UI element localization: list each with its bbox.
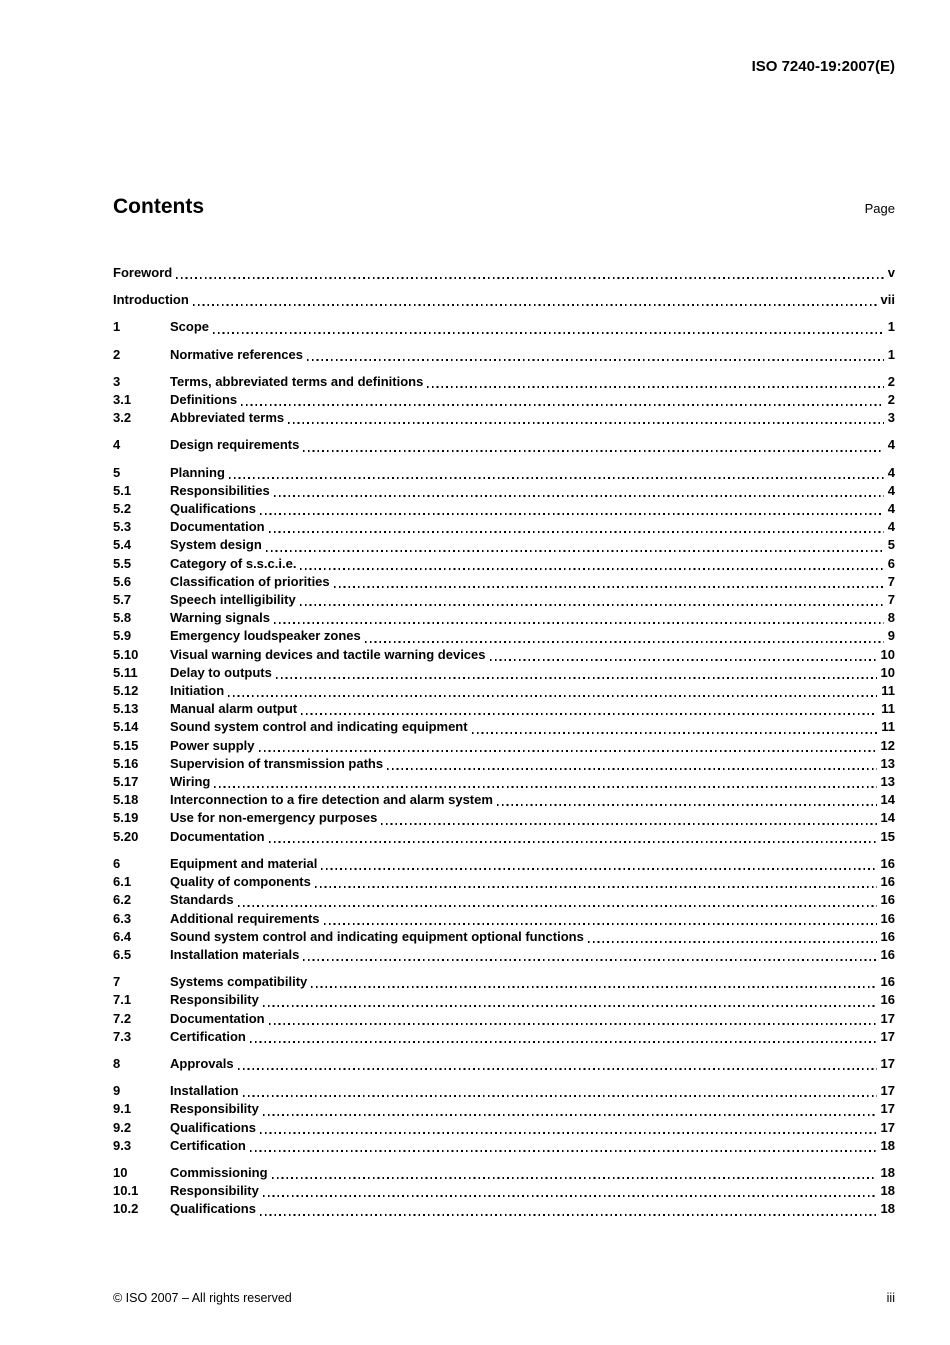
toc-entry-title: Qualifications (170, 1201, 256, 1217)
toc-entry-number: 6.1 (113, 874, 132, 890)
dot-leader (260, 513, 884, 515)
toc-entry (113, 555, 895, 573)
dot-leader (250, 1150, 877, 1152)
toc-group (113, 264, 895, 282)
toc-entry-number: 3.1 (113, 392, 132, 408)
toc-entry-page: 18 (880, 1164, 895, 1180)
toc-group (113, 373, 895, 428)
toc-entry-number: 6.4 (113, 928, 132, 944)
toc-entry (113, 436, 895, 454)
toc-entry-number: 9.1 (113, 1101, 132, 1117)
toc-entry-title: Sound system control and indicating equipment optional functions (170, 928, 584, 944)
toc-entry-title: Installation (170, 1083, 239, 1099)
toc-entry-number: 5.14 (113, 719, 139, 735)
toc-group (113, 1055, 895, 1073)
dot-leader (269, 1023, 877, 1025)
toc-entry (113, 318, 895, 336)
toc-entry-number: 5.6 (113, 573, 132, 589)
toc-entry-number: 5.15 (113, 737, 139, 753)
toc-entry-page: 4 (887, 501, 895, 517)
toc-entry-title: Terms, abbreviated terms and definitions (170, 373, 424, 389)
dot-leader (250, 1041, 877, 1043)
toc-entry (113, 482, 895, 500)
dot-leader (238, 905, 877, 907)
dot-leader (213, 332, 884, 334)
toc-entry-title: Planning (170, 464, 225, 480)
toc-entry-page: 4 (887, 482, 895, 498)
toc-entry-title: Warning signals (170, 610, 270, 626)
dot-leader (497, 804, 877, 806)
dot-leader (243, 1095, 877, 1097)
toc-entry-page: 16 (880, 855, 895, 871)
toc-entry-number: 5.3 (113, 519, 132, 535)
toc-entry (113, 791, 895, 809)
toc-entry (113, 591, 895, 609)
toc-entry-title: Scope (170, 319, 210, 335)
toc-entry-number: 5.18 (113, 792, 139, 808)
toc-entry-number: 5.19 (113, 810, 139, 826)
toc-entry-number: 6 (113, 855, 121, 871)
toc-entry (113, 1182, 895, 1200)
dot-leader (387, 768, 876, 770)
toc-entry (113, 946, 895, 964)
dot-leader (381, 823, 876, 825)
toc-group (113, 318, 895, 336)
dot-leader (300, 568, 883, 570)
toc-entry (113, 391, 895, 409)
dot-leader (229, 477, 884, 479)
toc-entry-title: Equipment and material (170, 855, 318, 871)
toc-entry (113, 991, 895, 1009)
toc-entry (113, 373, 895, 391)
dot-leader (263, 1005, 877, 1007)
toc-entry-number: 3.2 (113, 410, 132, 426)
toc-group (113, 346, 895, 364)
toc-entry-title: Wiring (170, 774, 211, 790)
dot-leader (266, 550, 884, 552)
toc-entry-page: 9 (887, 628, 895, 644)
toc-entry-number: 1 (113, 319, 121, 335)
dot-leader (303, 959, 876, 961)
toc-entry (113, 773, 895, 791)
toc-entry-number: 10 (113, 1164, 128, 1180)
toc-entry-page: 16 (880, 910, 895, 926)
dot-leader (238, 1068, 877, 1070)
dot-leader (303, 450, 883, 452)
toc-entry-page: 11 (881, 719, 895, 735)
toc-entry (113, 1100, 895, 1118)
toc-entry-title: Additional requirements (170, 910, 320, 926)
dot-leader (214, 786, 876, 788)
toc-entry (113, 464, 895, 482)
toc-entry-number: 5.10 (113, 646, 139, 662)
toc-entry-page: 7 (887, 592, 895, 608)
toc-entry-number: 5.2 (113, 501, 132, 517)
toc-entry (113, 891, 895, 909)
toc-entry (113, 609, 895, 627)
toc-entry-title: Classification of priorities (170, 573, 330, 589)
toc-entry (113, 264, 895, 282)
toc-entry-page: v (887, 265, 895, 280)
toc-entry-title: Quality of components (170, 874, 311, 890)
toc-entry-number: 5.1 (113, 482, 132, 498)
dot-leader (241, 404, 884, 406)
dot-leader (324, 923, 877, 925)
toc-entry-title: Definitions (170, 392, 238, 408)
toc-entry-title: Certification (170, 1137, 246, 1153)
toc-entry-page: 6 (887, 555, 895, 571)
toc-group (113, 464, 895, 846)
toc-entry-title: Documentation (170, 519, 265, 535)
dot-leader (176, 277, 884, 279)
contents-title: Contents (113, 195, 204, 218)
toc-entry-number: 4 (113, 437, 121, 453)
toc-entry (113, 737, 895, 755)
dot-leader (490, 659, 877, 661)
toc-entry-page: 3 (887, 410, 895, 426)
toc-entry-title: Documentation (170, 1010, 265, 1026)
toc-entry-page: 8 (887, 610, 895, 626)
toc-entry (113, 346, 895, 364)
toc-entry-page: 16 (880, 992, 895, 1008)
toc-entry-page: 16 (880, 892, 895, 908)
toc-entry-title: Documentation (170, 828, 265, 844)
toc-entry-number: 8 (113, 1055, 121, 1071)
toc-entry-title: Responsibility (170, 1183, 259, 1199)
toc-entry-page: 14 (880, 792, 895, 808)
toc-entry (113, 755, 895, 773)
toc-entry (113, 682, 895, 700)
dot-leader (274, 495, 884, 497)
toc-entry-title: Visual warning devices and tactile warning devices (170, 646, 486, 662)
toc-entry-number: 5.7 (113, 592, 132, 608)
toc-entry-number: 5.4 (113, 537, 132, 553)
dot-leader (276, 677, 877, 679)
dot-leader (263, 1114, 877, 1116)
dot-leader (272, 1177, 877, 1179)
dot-leader (365, 641, 884, 643)
toc-entry-page: 16 (880, 874, 895, 890)
toc-entry (113, 627, 895, 645)
toc-entry-page: 13 (880, 755, 895, 771)
toc-entry (113, 518, 895, 536)
toc-entry-page: 11 (881, 683, 895, 699)
dot-leader (259, 750, 877, 752)
dot-leader (307, 359, 884, 361)
toc-entry-page: 17 (880, 1119, 895, 1135)
toc-entry (113, 910, 895, 928)
toc-entry-title: Foreword (113, 265, 173, 280)
toc-entry-page: 4 (887, 464, 895, 480)
toc-entry-page: 16 (880, 928, 895, 944)
toc-entry-number: 5.5 (113, 555, 132, 571)
toc-entry-title: Abbreviated terms (170, 410, 285, 426)
toc-entry (113, 409, 895, 427)
toc-entry-page: 18 (880, 1183, 895, 1199)
toc-entry-number: 5.8 (113, 610, 132, 626)
toc-entry-number: 2 (113, 346, 121, 362)
toc-entry (113, 500, 895, 518)
dot-leader (472, 732, 878, 734)
toc-entry-page: 2 (887, 373, 895, 389)
toc-entry (113, 1010, 895, 1028)
dot-leader (274, 622, 884, 624)
toc-entry-title: Responsibilities (170, 482, 270, 498)
toc-entry (113, 973, 895, 991)
toc-entry-number: 7.1 (113, 992, 132, 1008)
toc-entry (113, 646, 895, 664)
toc-entry-number: 10.1 (113, 1183, 139, 1199)
toc-entry-title: Sound system control and indicating equipment (170, 719, 468, 735)
dot-leader (193, 304, 877, 306)
dot-leader (301, 713, 877, 715)
toc-entry-number: 7.2 (113, 1010, 132, 1026)
toc-entry (113, 1164, 895, 1182)
toc-entry-title: Manual alarm output (170, 701, 298, 717)
toc-entry-title: Qualifications (170, 501, 256, 517)
toc-entry-page: 5 (887, 537, 895, 553)
toc-entry (113, 573, 895, 591)
toc-entry-number: 9.2 (113, 1119, 132, 1135)
toc-entry-title: Design requirements (170, 437, 300, 453)
toc-entry-page: 15 (880, 828, 895, 844)
toc-entry-title: Certification (170, 1028, 246, 1044)
dot-leader (321, 868, 876, 870)
toc-entry-page: 11 (881, 701, 895, 717)
toc-entry-title: Normative references (170, 346, 303, 362)
toc-entry-number: 7 (113, 974, 121, 990)
toc-entry-number: 7.3 (113, 1028, 132, 1044)
toc-entry-title: Initiation (170, 683, 225, 699)
toc-entry (113, 809, 895, 827)
toc-entry-title: Power supply (170, 737, 255, 753)
dot-leader (588, 941, 877, 943)
toc-entry-title: Interconnection to a fire detection and alarm system (170, 792, 493, 808)
toc-entry (113, 700, 895, 718)
toc-entry (113, 1119, 895, 1137)
toc-entry-page: 2 (887, 392, 895, 408)
copyright-notice: © ISO 2007 – All rights reserved (113, 1291, 292, 1305)
toc-entry-title: Emergency loudspeaker zones (170, 628, 361, 644)
folio-page-number: iii (886, 1291, 895, 1305)
toc-entry (113, 664, 895, 682)
dot-leader (315, 886, 877, 888)
toc-entry-page: vii (880, 292, 895, 308)
contents-header (113, 194, 895, 220)
toc-group (113, 855, 895, 964)
toc-entry-title: Introduction (113, 292, 189, 308)
toc-entry-page: 4 (887, 437, 895, 453)
toc-entry-page: 1 (887, 319, 895, 335)
toc-entry-title: Approvals (170, 1055, 234, 1071)
toc-entry-number: 3 (113, 373, 121, 389)
toc-entry-title: Responsibility (170, 1101, 259, 1117)
toc-entry-number: 5.13 (113, 701, 139, 717)
toc-group (113, 1082, 895, 1155)
toc-entry-number: 9 (113, 1083, 121, 1099)
toc-entry (113, 1028, 895, 1046)
toc-entry-title: Systems compatibility (170, 974, 308, 990)
toc-entry-number: 6.5 (113, 946, 132, 962)
toc-entry-title: Responsibility (170, 992, 259, 1008)
toc-group (113, 973, 895, 1046)
toc-entry-number: 5 (113, 464, 121, 480)
document-footer (113, 1291, 895, 1305)
dot-leader (311, 986, 876, 988)
toc-entry-page: 17 (880, 1083, 895, 1099)
toc-entry-page: 17 (880, 1010, 895, 1026)
toc-group (113, 291, 895, 309)
toc-entry (113, 718, 895, 736)
toc-entry-number: 5.11 (113, 664, 138, 680)
toc-entry-page: 12 (880, 737, 895, 753)
toc-entry-number: 5.9 (113, 628, 132, 644)
toc-entry-title: Use for non-emergency purposes (170, 810, 378, 826)
document-header (113, 0, 895, 76)
toc-entry-title: System design (170, 537, 262, 553)
toc-group (113, 1164, 895, 1219)
dot-leader (228, 695, 877, 697)
toc-entry-title: Category of s.s.c.i.e. (170, 555, 297, 571)
toc-entry-page: 14 (880, 810, 895, 826)
toc-entry-number: 5.12 (113, 683, 139, 699)
table-of-contents (113, 264, 895, 1219)
doc-reference: ISO 7240-19:2007(E) (751, 58, 895, 75)
dot-leader (300, 604, 884, 606)
dot-leader (269, 531, 884, 533)
toc-entry (113, 1082, 895, 1100)
toc-entry-page: 16 (880, 974, 895, 990)
toc-entry (113, 1055, 895, 1073)
toc-entry-number: 10.2 (113, 1201, 139, 1217)
toc-entry (113, 828, 895, 846)
toc-entry-page: 13 (880, 774, 895, 790)
toc-entry-title: Installation materials (170, 946, 300, 962)
dot-leader (260, 1214, 877, 1216)
toc-entry-page: 10 (880, 646, 895, 662)
page-column-label: Page (864, 201, 895, 216)
toc-entry-page: 18 (880, 1201, 895, 1217)
dot-leader (334, 586, 884, 588)
dot-leader (288, 422, 884, 424)
toc-entry (113, 536, 895, 554)
toc-entry (113, 855, 895, 873)
toc-entry-number: 5.16 (113, 755, 139, 771)
toc-group (113, 436, 895, 454)
toc-entry-page: 16 (880, 946, 895, 962)
toc-entry (113, 928, 895, 946)
toc-entry-title: Delay to outputs (170, 664, 272, 680)
toc-entry-page: 1 (887, 346, 895, 362)
toc-entry-page: 10 (880, 664, 895, 680)
toc-entry-number: 9.3 (113, 1137, 132, 1153)
dot-leader (263, 1195, 877, 1197)
toc-entry-page: 17 (880, 1028, 895, 1044)
toc-entry-page: 17 (880, 1055, 895, 1071)
toc-entry-number: 6.2 (113, 892, 132, 908)
toc-entry-title: Speech intelligibility (170, 592, 296, 608)
toc-entry-title: Standards (170, 892, 234, 908)
toc-entry (113, 291, 895, 309)
toc-entry-number: 5.17 (113, 774, 139, 790)
toc-entry-title: Commissioning (170, 1164, 268, 1180)
toc-entry-page: 17 (880, 1101, 895, 1117)
toc-entry (113, 1137, 895, 1155)
toc-entry-page: 7 (887, 573, 895, 589)
toc-entry-title: Qualifications (170, 1119, 256, 1135)
toc-entry-page: 4 (887, 519, 895, 535)
toc-entry-title: Supervision of transmission paths (170, 755, 384, 771)
toc-entry-number: 6.3 (113, 910, 132, 926)
toc-entry-number: 5.20 (113, 828, 139, 844)
dot-leader (260, 1132, 877, 1134)
toc-entry-page: 18 (880, 1137, 895, 1153)
dot-leader (427, 386, 883, 388)
toc-entry (113, 873, 895, 891)
toc-entry (113, 1200, 895, 1218)
dot-leader (269, 841, 877, 843)
